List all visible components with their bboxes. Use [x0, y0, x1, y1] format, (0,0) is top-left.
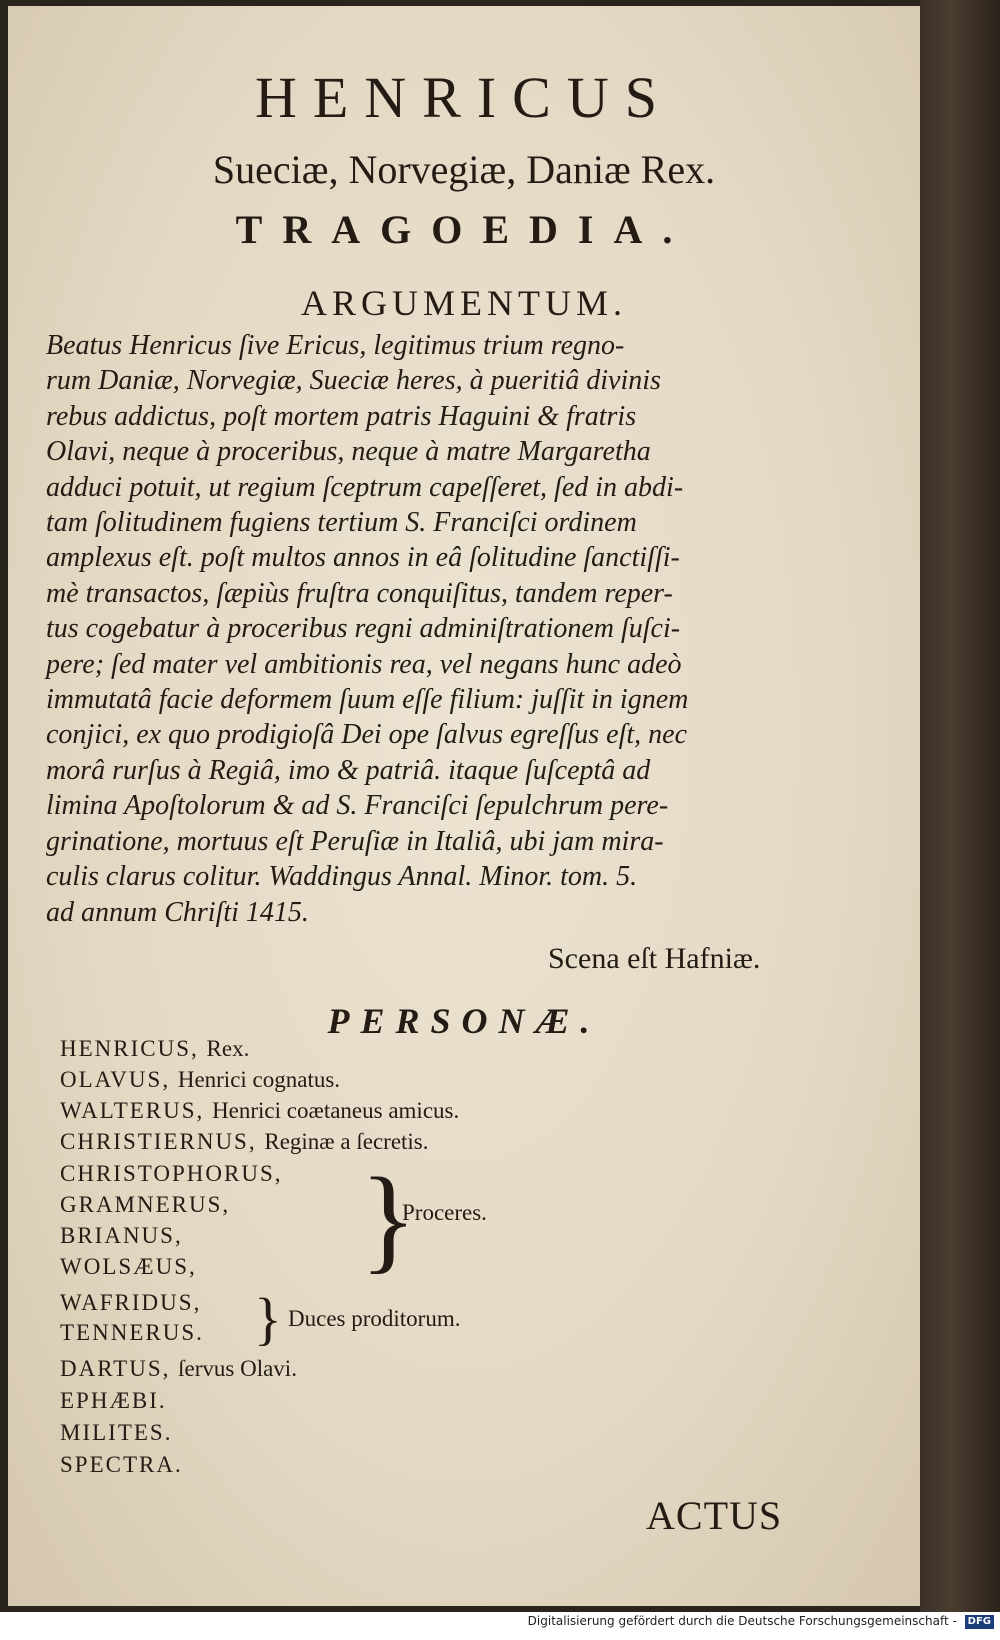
persona-desc: ſervus Olavi.	[178, 1356, 297, 1381]
proceres-member: BRIANUS,	[60, 1223, 183, 1248]
scene-note: Scena eſt Hafniæ.	[548, 942, 761, 975]
argument-line: tus cogebatur à proceribus regni adminiſtrationem ſuſci-	[46, 613, 681, 645]
persona-entry: SPECTRA.	[60, 1452, 183, 1477]
argument-line: ad annum Chriſti 1415.	[46, 896, 309, 928]
duces-member: WAFRIDUS,	[60, 1290, 202, 1315]
persona-entry	[60, 1356, 297, 1382]
argument-text	[46, 328, 806, 930]
argument-heading: ARGUMENTUM.	[300, 283, 627, 323]
persona-entry	[60, 1067, 340, 1093]
book-page	[8, 6, 920, 1606]
argument-line: limina Apoſtolorum & ad S. Franciſci ſepulchrum pere-	[46, 790, 669, 822]
book-spine	[920, 0, 1000, 1612]
argument-line: conjici, ex quo prodigioſâ Dei ope ſalvus egreſſus eſt, nec	[46, 719, 687, 751]
argument-line: adduci potuit, ut regium ſceptrum capeſſeret, ſed in abdi-	[46, 471, 684, 503]
catchword: ACTUS	[646, 1493, 783, 1538]
footer-credit	[0, 1614, 994, 1640]
persona-desc: Reginæ a ſecretis.	[264, 1129, 429, 1154]
proceres-member: CHRISTOPHORUS,	[60, 1161, 283, 1186]
proceres-label: Proceres.	[402, 1200, 487, 1225]
persona-name: WALTERUS,	[60, 1098, 205, 1123]
argument-line: Olavi, neque à proceribus, neque à matre Margaretha	[46, 436, 651, 468]
persona-name: HENRICUS,	[60, 1036, 199, 1061]
argument-line: culis clarus colitur. Waddingus Annal. Minor. tom. 5.	[46, 861, 638, 893]
argument-line: amplexus eſt. poſt multos annos in eâ ſolitudine ſanctiſſi-	[46, 542, 680, 574]
persona-entry: MILITES.	[60, 1420, 173, 1445]
duces-label: Duces proditorum.	[288, 1306, 461, 1331]
persona-name: CHRISTIERNUS,	[60, 1129, 257, 1154]
page-subtitle: Sueciæ, Norvegiæ, Daniæ Rex.	[212, 147, 716, 192]
persona-desc: Henrici coætaneus amicus.	[212, 1098, 460, 1123]
argument-line: pere; ſed mater vel ambitionis rea, vel negans hunc adeò	[46, 648, 682, 680]
argument-line: mè transactos, ſæpiùs fruſtra conquiſitus, tandem reper-	[46, 577, 673, 609]
argument-line: rebus addictus, poſt mortem patris Haguini & fratris	[46, 400, 637, 432]
argument-line: rum Daniæ, Norvegiæ, Sueciæ heres, à pueritiâ divinis	[46, 365, 661, 397]
personae-heading: PERSONÆ.	[327, 1001, 601, 1041]
persona-entry: EPHÆBI.	[60, 1388, 167, 1413]
persona-desc: Henrici cognatus.	[177, 1067, 341, 1092]
argument-line: morâ rurſus à Regiâ, imo & patriâ. itaque ſuſceptâ ad	[46, 754, 651, 786]
persona-entry	[60, 1129, 429, 1155]
footer-text: Digitalisierung gefördert durch die Deutsche Forschungsgemeinschaft -	[527, 1614, 957, 1628]
duces-member: TENNERUS.	[60, 1320, 204, 1345]
genre-heading: TRAGOEDIA.	[235, 207, 693, 252]
proceres-member: GRAMNERUS,	[60, 1192, 231, 1217]
persona-name: DARTUS,	[60, 1356, 171, 1381]
persona-name: OLAVUS,	[60, 1067, 171, 1092]
dfg-logo-icon: DFG	[965, 1615, 994, 1629]
argument-line: immutatâ facie deformem ſuum eſſe filium: juſſit in ignem	[46, 684, 689, 716]
argument-line: Beatus Henricus ſive Ericus, legitimus trium regno-	[46, 330, 625, 361]
persona-entry	[60, 1036, 249, 1062]
argument-line: grinatione, mortuus eſt Peruſiæ in Italiâ, ubi jam mira-	[46, 825, 664, 857]
proceres-brace: }	[360, 1153, 417, 1284]
proceres-member: WOLSÆUS,	[60, 1254, 197, 1279]
persona-desc: Rex.	[206, 1036, 250, 1061]
page-title: HENRICUS	[254, 65, 674, 130]
persona-entry	[60, 1098, 459, 1124]
duces-brace: }	[254, 1286, 282, 1351]
argument-line: tam ſolitudinem fugiens tertium S. Franciſci ordinem	[46, 507, 637, 539]
